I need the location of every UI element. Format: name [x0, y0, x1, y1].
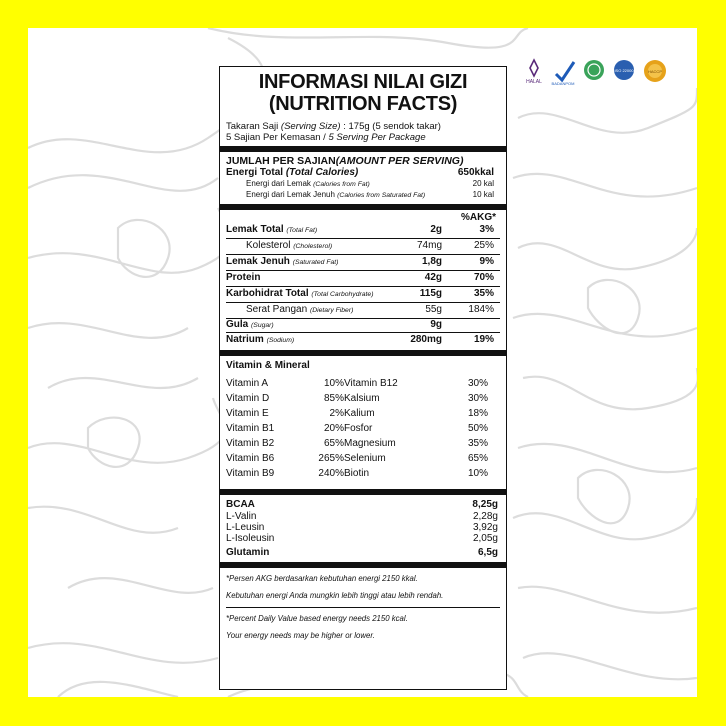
nutrient-akg: 70% — [473, 272, 494, 283]
energy-sat-label: Energi dari Lemak Jenuh — [246, 190, 338, 199]
vitamin-akg: 2% — [329, 408, 344, 419]
vitamin-name: Vitamin B1 — [226, 423, 275, 434]
bcaa-item-name: L-Leusin — [226, 522, 265, 533]
bpom-organic-icon — [582, 58, 606, 82]
nutrient-row — [226, 288, 500, 301]
divider — [226, 286, 500, 287]
nutrient-row — [226, 256, 500, 269]
vitamin-akg: 85% — [323, 393, 344, 404]
divider — [226, 332, 500, 333]
bcaa-item-name: L-Isoleusin — [226, 533, 275, 544]
amount-heading-en: (AMOUNT PER SERVING) — [335, 155, 464, 167]
vitamin-name: Vitamin B2 — [226, 438, 275, 449]
mineral-akg: 65% — [467, 453, 488, 464]
nutrition-facts-panel — [219, 66, 507, 690]
mineral-name: Vitamin B12 — [344, 378, 398, 389]
background-card — [28, 28, 697, 697]
footnote-line: *Percent Daily Value based energy needs 2150 kcal. — [226, 614, 408, 623]
nutrient-amount: 74mg — [416, 240, 442, 251]
vitamin-name: Vitamin A — [226, 378, 269, 389]
servings-per-package-line — [226, 132, 500, 143]
bcaa-row — [226, 499, 500, 511]
nutrient-list — [226, 224, 500, 347]
energy-fat-value: 20 kal — [472, 179, 494, 188]
footnote-line: Kebutuhan energi Anda mungkin lebih tinggi atau lebih rendah. — [226, 591, 444, 600]
nutrient-name: Karbohidrat Total — [226, 288, 312, 299]
panel-subtitle-text: (NUTRITION FACTS) — [268, 93, 458, 115]
nutrient-akg: 9% — [479, 256, 494, 267]
mineral-akg: 50% — [467, 423, 488, 434]
bcaa-item-row — [226, 533, 500, 544]
nutrient-name: Kolesterol — [246, 240, 294, 251]
vitamin-akg: 20% — [323, 423, 344, 434]
nutrient-name: Gula — [226, 319, 252, 330]
divider — [220, 350, 506, 356]
nutrient-name: Lemak Jenuh — [226, 256, 293, 267]
serving-size-value: : 175g (5 sendok takar) — [340, 121, 441, 132]
bcaa-items — [226, 511, 500, 544]
akg-header-row — [226, 212, 500, 224]
vitamin-akg: 10% — [323, 378, 344, 389]
nutrient-akg: 19% — [473, 334, 494, 345]
serving-size-line — [226, 121, 500, 132]
mineral-name: Biotin — [344, 468, 370, 479]
nutrient-row — [226, 240, 500, 253]
energy-total-label-en: (Total Calories) — [285, 167, 359, 178]
halal-icon — [524, 58, 544, 86]
iso-logo-text: ISO 22000 — [614, 68, 634, 73]
nutrient-amount: 42g — [424, 272, 442, 283]
footnote-line: *Persen AKG berdasarkan kebutuhan energi 2150 kkal. — [226, 574, 418, 583]
energy-sat-label-en: (Calories from Saturated Fat) — [337, 192, 426, 199]
bcaa-item-name: L-Valin — [226, 511, 257, 522]
servings-per-package-label: 5 Sajian Per Kemasan / — [226, 132, 329, 143]
bcaa-item-value: 2,28g — [472, 511, 498, 522]
amount-per-serving-heading — [226, 155, 500, 167]
glutamin-value: 6,5g — [477, 547, 498, 558]
nutrient-akg: 3% — [479, 224, 494, 235]
divider — [226, 270, 500, 271]
nutrient-amount: 115g — [419, 288, 442, 299]
badan-pom-icon — [548, 58, 578, 86]
mineral-akg: 35% — [467, 438, 488, 449]
divider — [226, 238, 500, 239]
nutrient-row — [226, 334, 500, 347]
energy-total-label: Energi Total — [226, 167, 286, 178]
mineral-name: Kalium — [344, 408, 375, 419]
divider — [226, 607, 500, 608]
nutrient-amount: 2g — [430, 224, 442, 235]
panel-subtitle — [226, 93, 500, 115]
nutrient-name-en: (Saturated Fat) — [292, 259, 339, 266]
nutrient-name: Protein — [226, 272, 261, 283]
mineral-akg: 18% — [467, 408, 488, 419]
akg-header: %AKG* — [460, 212, 496, 223]
mineral-name: Magnesium — [344, 438, 396, 449]
nutrient-name: Serat Pangan — [246, 304, 310, 315]
nutrient-row — [226, 272, 500, 285]
energy-total-value: 650kkal — [457, 167, 494, 178]
divider — [226, 318, 500, 319]
nutrient-name: Lemak Total — [226, 224, 287, 235]
footnotes — [226, 572, 500, 643]
certification-logos — [524, 58, 672, 86]
mineral-name: Kalsium — [344, 393, 380, 404]
bpom-logo-text: BADANPOM — [551, 81, 575, 86]
nutrient-amount: 55g — [425, 304, 442, 315]
nutrient-name-en: (Total Fat) — [286, 227, 318, 234]
bcaa-item-value: 2,05g — [472, 533, 498, 544]
energy-fat-label-en: (Calories from Fat) — [313, 181, 370, 188]
divider — [220, 489, 506, 495]
divider — [220, 562, 506, 568]
nutrient-amount: 1,8g — [421, 256, 442, 267]
divider — [220, 204, 506, 210]
serving-info — [226, 121, 500, 143]
divider — [226, 302, 500, 303]
nutrient-row — [226, 320, 500, 331]
nutrient-row — [226, 224, 500, 237]
nutrient-amount: 280mg — [410, 334, 442, 345]
vitamin-akg: 240% — [318, 468, 344, 479]
energy-fat-label: Energi dari Lemak — [246, 179, 314, 188]
glutamin-label: Glutamin — [226, 547, 270, 558]
nutrient-name-en: (Sodium) — [266, 337, 295, 344]
vitamin-akg: 65% — [323, 438, 344, 449]
halal-logo-text: HALAL — [526, 79, 542, 85]
serving-size-label-en: (Serving Size) — [280, 121, 341, 132]
vitamin-name: Vitamin B9 — [226, 468, 275, 479]
nutrient-name-en: (Total Carbohydrate) — [311, 291, 374, 298]
servings-per-package-label-en: 5 Serving Per Package — [328, 132, 426, 143]
bcaa-item-row — [226, 522, 500, 533]
bcaa-label: BCAA — [226, 499, 255, 510]
mineral-name: Selenium — [344, 453, 386, 464]
vitamin-mineral-grid — [226, 378, 500, 479]
mineral-akg: 30% — [467, 378, 488, 389]
mineral-akg: 30% — [467, 393, 488, 404]
haccp-icon — [642, 58, 668, 84]
amount-heading-id: JUMLAH PER SAJIAN — [226, 155, 336, 167]
energy-saturated-fat-row — [226, 190, 500, 201]
nutrient-name-en: (Cholesterol) — [293, 243, 333, 250]
divider — [226, 254, 500, 255]
haccp-logo-text: HACCP — [647, 69, 663, 74]
vitamin-name: Vitamin D — [226, 393, 270, 404]
nutrient-name-en: (Dietary Fiber) — [309, 307, 354, 314]
nutrient-name-en: (Sugar) — [251, 322, 274, 329]
vitamin-name: Vitamin E — [226, 408, 269, 419]
energy-fat-row — [226, 179, 500, 190]
vitamin-akg: 265% — [318, 453, 344, 464]
bcaa-value: 8,25g — [472, 499, 498, 510]
divider — [220, 146, 506, 152]
nutrient-name: Natrium — [226, 334, 267, 345]
nutrient-akg: 25% — [473, 240, 494, 251]
mineral-name: Fosfor — [344, 423, 373, 434]
mineral-akg: 10% — [467, 468, 488, 479]
nutrient-akg: 35% — [473, 288, 494, 299]
bcaa-item-row — [226, 511, 500, 522]
nutrient-row — [226, 304, 500, 317]
serving-size-label: Takaran Saji — [226, 121, 281, 132]
energy-sat-value: 10 kal — [472, 190, 494, 199]
glutamin-row — [226, 547, 500, 559]
vitamin-name: Vitamin B6 — [226, 453, 275, 464]
vitamin-mineral-heading: Vitamin & Mineral — [226, 360, 310, 371]
nutrient-akg: 184% — [468, 304, 494, 315]
nutrient-amount: 9g — [430, 319, 442, 330]
footnote-line: Your energy needs may be higher or lower. — [226, 631, 375, 640]
bcaa-item-value: 3,92g — [472, 522, 498, 533]
energy-total-row — [226, 167, 500, 179]
panel-title: INFORMASI NILAI GIZI — [258, 71, 468, 93]
iso-22000-icon — [612, 58, 636, 82]
